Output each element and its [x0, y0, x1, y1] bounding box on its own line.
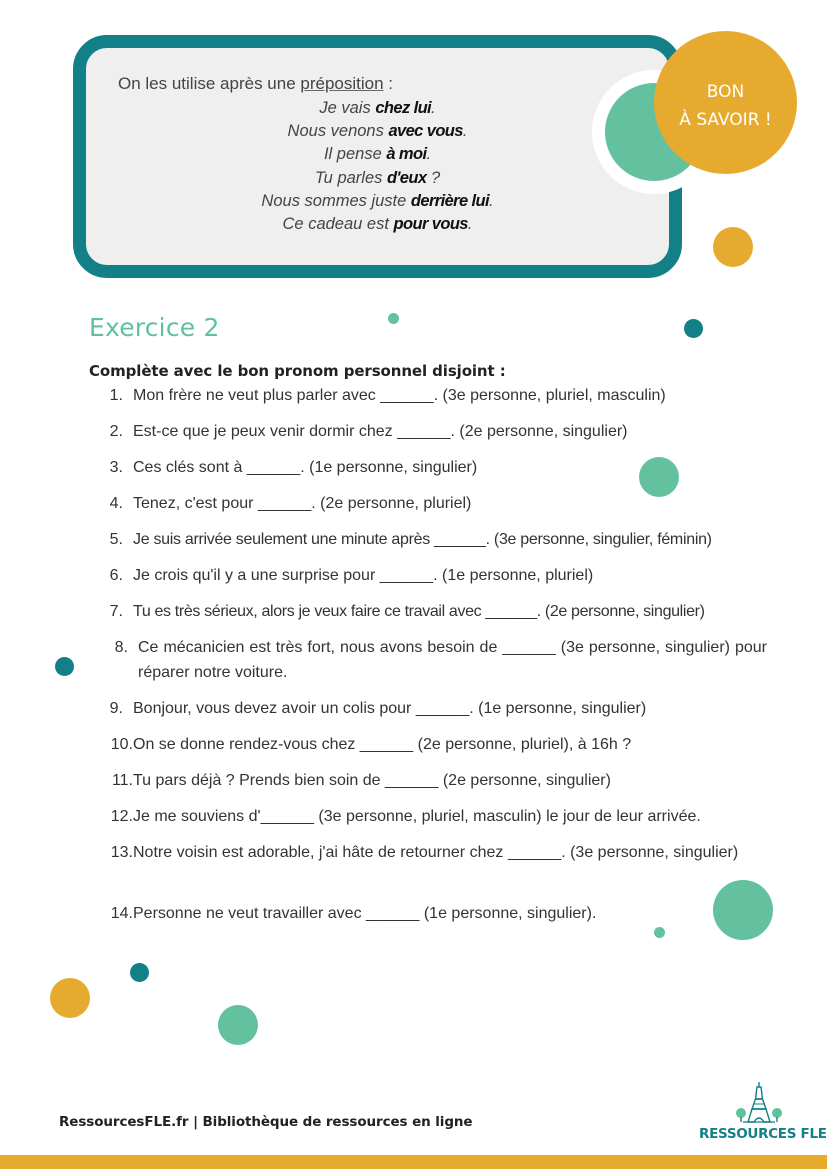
- exercise-instruction: Complète avec le bon pronom personnel disjoint :: [89, 362, 506, 380]
- decor-dot-green: [388, 313, 399, 324]
- example-line: Tu parles d'eux ?: [314, 168, 441, 187]
- example-line: Je vais chez lui.: [319, 99, 436, 117]
- decor-circle-green: [218, 1005, 258, 1045]
- info-intro: On les utilise après une préposition :: [118, 74, 394, 93]
- badge-line-2: À SAVOIR !: [679, 110, 772, 130]
- eiffel-tower-logo-icon: [729, 1081, 789, 1123]
- footer-bar: [0, 1155, 827, 1169]
- logo-text: RESSOURCES FLE: [699, 1126, 827, 1142]
- example-line: Ce cadeau est pour vous.: [282, 215, 473, 234]
- examples-list: [86, 97, 669, 236]
- exercise-title: Exercice 2: [89, 313, 220, 342]
- bon-a-savoir-badge: [654, 31, 797, 174]
- info-box: [73, 35, 682, 278]
- decor-circle-green: [713, 880, 773, 940]
- decor-circle-gold: [50, 978, 90, 1018]
- example-line: Il pense à moi.: [323, 145, 432, 164]
- decor-dot-green: [654, 927, 665, 938]
- decor-circle-green: [639, 457, 679, 497]
- decor-dot-teal: [684, 319, 703, 338]
- decor-dot-teal: [130, 963, 149, 982]
- example-line: Nous sommes juste derrière lui.: [261, 191, 494, 210]
- badge-line-1: BON: [706, 82, 745, 102]
- preposition-term: préposition: [300, 74, 384, 93]
- decor-dot-teal: [55, 657, 74, 676]
- example-line: Nous venons avec vous.: [287, 122, 468, 141]
- decor-circle-gold: [713, 227, 753, 267]
- footer-text: RessourcesFLE.fr | Bibliothèque de ressources en ligne: [59, 1114, 473, 1130]
